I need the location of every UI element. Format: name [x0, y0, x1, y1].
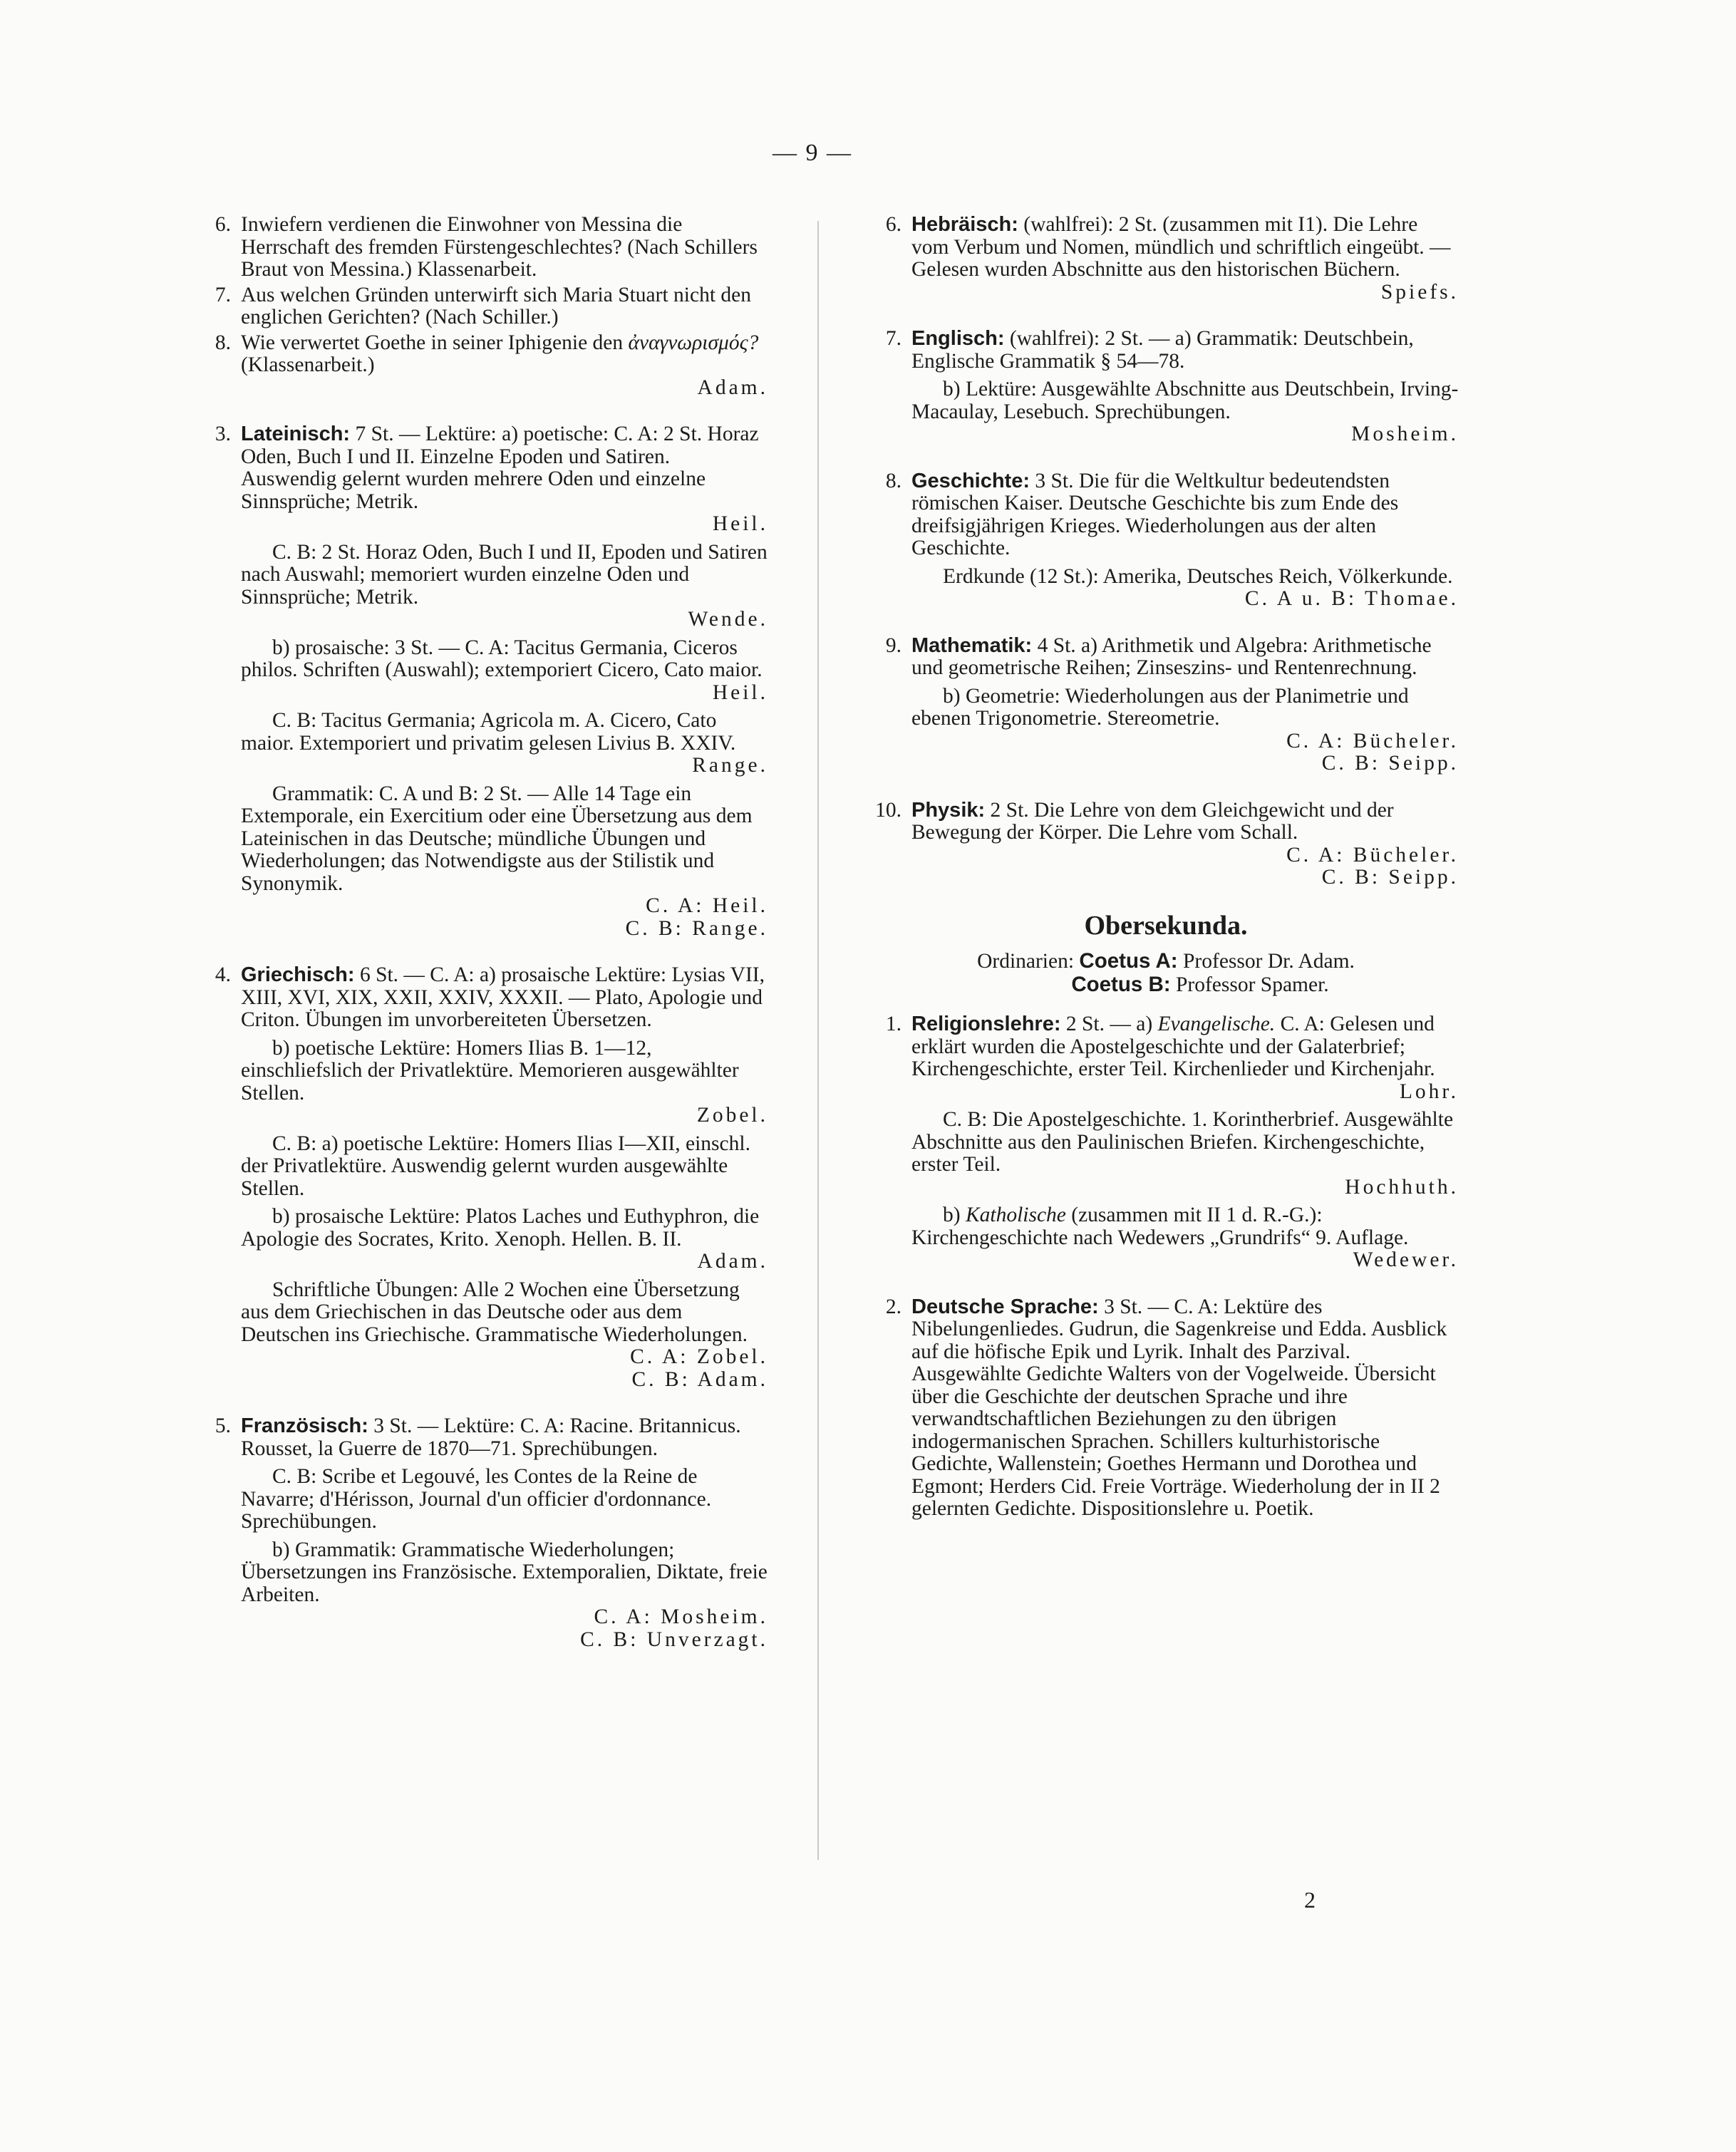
- subject-heading: Geschichte:: [911, 469, 1030, 492]
- item-number: 8.: [885, 469, 901, 492]
- sheet-mark: 2: [1304, 1887, 1316, 1913]
- subject-text: 2 St. — a): [1065, 1013, 1158, 1035]
- subject-heading: Hebräisch:: [911, 213, 1018, 236]
- greek-term: ἀναγνωρισμός?: [628, 331, 759, 354]
- subject-text: 2 St. Die Lehre von dem Gleichgewicht und der Bewegung der Körper. Die Lehre vom Schall.: [911, 798, 1394, 844]
- teacher-signature: C. B: Range.: [625, 916, 768, 940]
- item-number: 2.: [885, 1295, 901, 1318]
- ordinarien: [873, 950, 1459, 996]
- subject-text: C. B: Scribe et Legouvé, les Contes de la Reine de Navarre; d'Hérisson, Journal d'un officier d'ordonnance. Sprechübungen.: [241, 1465, 712, 1533]
- subject-text: 3 St. — Lektüre: C. A: Racine. Britannicus. Rousset, la Guerre de 1870—71. Sprechübungen.: [241, 1414, 741, 1460]
- item-number: 8.: [215, 331, 231, 354]
- teacher-signature: C. B: Adam.: [631, 1367, 768, 1391]
- teacher-signature: C. A: Zobel.: [630, 1345, 768, 1368]
- list-item: [202, 332, 768, 400]
- teacher-signature: C. A: Mosheim.: [594, 1605, 768, 1628]
- subject-text: C. A: Gelesen und erklärt wurden die Apostelgeschichte und der Galaterbrief; Kirchengeschichte, erster Teil. Kirchenlieder und Kirchenjahr.: [911, 1013, 1435, 1080]
- subject-heading: Griechisch:: [241, 963, 355, 986]
- teacher-signature: Heil.: [712, 681, 768, 704]
- item-text: Wie verwertet Goethe in seiner Iphigenie den: [241, 331, 629, 354]
- subject-franzoesisch: [202, 1415, 768, 1651]
- subject-heading: Religionslehre:: [911, 1013, 1061, 1035]
- subject-text: (wahlfrei): 2 St. — a) Grammatik: Deutschbein, Englische Grammatik § 54—78.: [911, 327, 1414, 373]
- item-number: 3.: [215, 423, 231, 445]
- subject-text: b) Geometrie: Wiederholungen aus der Planimetrie und ebenen Trigonometrie. Stereometrie.: [911, 684, 1409, 730]
- list-item: [202, 284, 768, 329]
- coetus-a-label: Coetus A:: [1079, 949, 1178, 973]
- subject-physik: [873, 800, 1459, 889]
- subject-text: 4 St. a) Arithmetik und Algebra: Arithmetische und geometrische Reihen; Zinseszins- und Rentenrechnung.: [911, 633, 1432, 679]
- teacher-signature: C. A: Bücheler.: [1286, 843, 1459, 867]
- teacher-signature: Hochhuth.: [1345, 1175, 1459, 1199]
- teacher-signature: C. A u. B: Thomae.: [1244, 587, 1459, 610]
- subject-text: Grammatik: C. A und B: 2 St. — Alle 14 Tage ein Extemporale, ein Exercitium oder eine Übersetzung aus dem Lateinischen in das Deutsche; mündliche Übungen und Wiederholungen; das Notwendigste aus der Stilistik und Synonymik.: [241, 782, 753, 895]
- subject-religion: [873, 1013, 1459, 1272]
- subject-text: b) prosaische Lektüre: Platos Laches und Euthyphron, die Apologie des Socrates, Krito. Xenoph. Hellen. B. II.: [241, 1205, 760, 1251]
- subject-text: b) poetische Lektüre: Homers Ilias B. 1—12, einschliefslich der Privatlektüre. Memorieren ausgewählter Stellen.: [241, 1036, 739, 1105]
- column-divider: [817, 221, 819, 1860]
- teacher-signature: Range.: [692, 754, 768, 777]
- teacher-signature: Mosheim.: [1351, 423, 1459, 445]
- subject-text: (zusammen mit II 1 d. R.-G.): Kirchengeschichte nach Wedewers „Grundrifs“ 9. Auflage.: [911, 1204, 1409, 1249]
- item-number: 6.: [215, 213, 231, 236]
- teacher-signature: Wedewer.: [1353, 1248, 1459, 1271]
- subject-emphasis: Evangelische.: [1157, 1013, 1276, 1035]
- subject-heading: Englisch:: [911, 327, 1005, 350]
- section-title: Obersekunda.: [1084, 910, 1248, 941]
- subject-text: C. B: 2 St. Horaz Oden, Buch I und II, Epoden und Satiren nach Auswahl; memoriert wurden einzelne Oden und Sinnsprüche; Metrik.: [241, 540, 768, 609]
- teacher-signature: C. A: Heil.: [646, 894, 768, 917]
- subject-text: b): [943, 1204, 966, 1226]
- subject-text: 3 St. Die für die Weltkultur bedeutendsten römischen Kaiser. Deutsche Geschichte bis zum Ende des dreifsigjährigen Krieges. Wiederholungen aus der alten Geschichte.: [911, 469, 1399, 559]
- list-item: [202, 214, 768, 281]
- teacher-signature: C. B: Seipp.: [1321, 866, 1459, 889]
- subject-heading: Physik:: [911, 798, 986, 822]
- item-number: 6.: [885, 213, 901, 236]
- teacher-signature: Wende.: [688, 608, 768, 631]
- ordinarien-label: Ordinarien:: [977, 950, 1075, 973]
- right-column: [873, 214, 1459, 1545]
- subject-text: 6 St. — C. A: a) prosaische Lektüre: Lysias VII, XIII, XVI, XIX, XXII, XXIV, XXXII. — Plato, Apologie und Criton. Übungen im unvorbereiteten Übersetzen.: [241, 963, 765, 1031]
- coetus-a-teacher: Professor Dr. Adam.: [1183, 950, 1355, 973]
- teacher-signature: Heil.: [712, 512, 768, 535]
- subject-text: C. B: a) poetische Lektüre: Homers Ilias I—XII, einschl. der Privatlektüre. Auswendig gelernt wurden ausgewählte Stellen.: [241, 1132, 750, 1200]
- subject-text: C. B: Tacitus Germania; Agricola m. A. Cicero, Cato maior. Extemporiert und privatim gelesen Livius B. XXIV.: [241, 709, 736, 755]
- coetus-b-label: Coetus B:: [1071, 972, 1171, 996]
- subject-deutsch: [873, 1296, 1459, 1521]
- page-number: — 9 —: [773, 140, 852, 166]
- subject-text: C. B: Die Apostelgeschichte. 1. Korintherbrief. Ausgewählte Abschnitte aus den Paulinischen Briefen. Kirchengeschichte, erster Teil.: [911, 1108, 1454, 1176]
- teacher-signature: Lohr.: [1399, 1080, 1459, 1103]
- item-number: 9.: [885, 633, 901, 657]
- item-text: (Klassenarbeit.): [241, 353, 375, 376]
- item-number: 10.: [875, 798, 901, 822]
- subject-text: b) Lektüre: Ausgewählte Abschnitte aus Deutschbein, Irving-Macaulay, Lesebuch. Sprechübungen.: [911, 378, 1459, 423]
- coetus-b-teacher: Professor Spamer.: [1176, 973, 1329, 996]
- subject-heading: Deutsche Sprache:: [911, 1295, 1099, 1318]
- subject-heading: Französisch:: [241, 1414, 368, 1437]
- subject-englisch: [873, 328, 1459, 446]
- item-number: 7.: [885, 327, 901, 350]
- item-number: 7.: [215, 283, 231, 306]
- coetus-b-line: [873, 973, 1459, 997]
- subject-text: (wahlfrei): 2 St. (zusammen mit I1). Die Lehre vom Verbum und Nomen, mündlich und schriftlich eingeübt. — Gelesen wurden Abschnitte aus den historischen Büchern.: [911, 213, 1451, 281]
- subject-text: 3 St. — C. A: Lektüre des Nibelungenliedes. Gudrun, die Sagenkreise und Edda. Ausblick auf die höfische Epik und Lyrik. Inhalt des Parzival. Ausgewählte Gedichte Walters von der Vogelweide. Übersicht über die Geschichte der deutschen Sprache und ihre verwandtschaftlichen Beziehungen zu den übrigen indogermanischen Sprachen. Schillers kulturhistorische Gedichte, Wallenstein; Goethes Hermann und Dorothea und Egmont; Herders Cid. Freie Vorträge. Wiederholung der in II 2 gelernten Gedichte. Dispositionslehre u. Poetik.: [911, 1295, 1447, 1520]
- subject-text: b) prosaische: 3 St. — C. A: Tacitus Germania, Ciceros philos. Schriften (Auswahl); extemporiert Cicero, Cato maior.: [241, 636, 763, 681]
- item-number: 4.: [215, 963, 231, 986]
- left-column: [202, 214, 768, 1675]
- item-number: 1.: [885, 1013, 901, 1035]
- subject-text: b) Grammatik: Grammatische Wiederholungen; Übersetzungen ins Französische. Extemporalien, Diktate, freie Arbeiten.: [241, 1538, 768, 1606]
- subject-heading: Mathematik:: [911, 633, 1033, 657]
- subject-hebraeisch: [873, 214, 1459, 304]
- subject-geschichte: [873, 470, 1459, 611]
- subject-mathematik: [873, 635, 1459, 775]
- item-text: Inwiefern verdienen die Einwohner von Messina die Herrschaft des fremden Fürstengeschlechtes? (Nach Schillers Braut von Messina.) Klassenarbeit.: [241, 213, 758, 281]
- item-text: Aus welchen Gründen unterwirft sich Maria Stuart nicht den englichen Gerichten? (Nach Schiller.): [241, 283, 751, 329]
- subject-emphasis: Katholische: [965, 1204, 1066, 1226]
- subject-heading: Lateinisch:: [241, 423, 351, 445]
- subject-griechisch: [202, 964, 768, 1391]
- subject-text: Erdkunde (12 St.): Amerika, Deutsches Reich, Völkerkunde.: [943, 564, 1453, 588]
- teacher-signature: C. B: Seipp.: [1321, 752, 1459, 775]
- subject-text: Schriftliche Übungen: Alle 2 Wochen eine Übersetzung aus dem Griechischen in das Deutsche oder aus dem Deutschen ins Griechische. Grammatische Wiederholungen.: [241, 1278, 748, 1346]
- teacher-signature: C. B: Unverzagt.: [580, 1628, 768, 1651]
- subject-latein: [202, 423, 768, 940]
- teacher-signature: Adam.: [697, 1250, 768, 1273]
- teacher-signature: Adam.: [697, 376, 768, 399]
- teacher-signature: Spiefs.: [1380, 280, 1459, 304]
- teacher-signature: C. A: Bücheler.: [1286, 729, 1459, 752]
- item-number: 5.: [215, 1414, 231, 1437]
- subject-text: 7 St. — Lektüre: a) poetische: C. A: 2 St. Horaz Oden, Buch I und II. Einzelne Epoden und Satiren. Auswendig gelernt wurden mehrere Oden und einzelne Sinnsprüche; Metrik.: [241, 423, 759, 513]
- teacher-signature: Zobel.: [696, 1104, 768, 1127]
